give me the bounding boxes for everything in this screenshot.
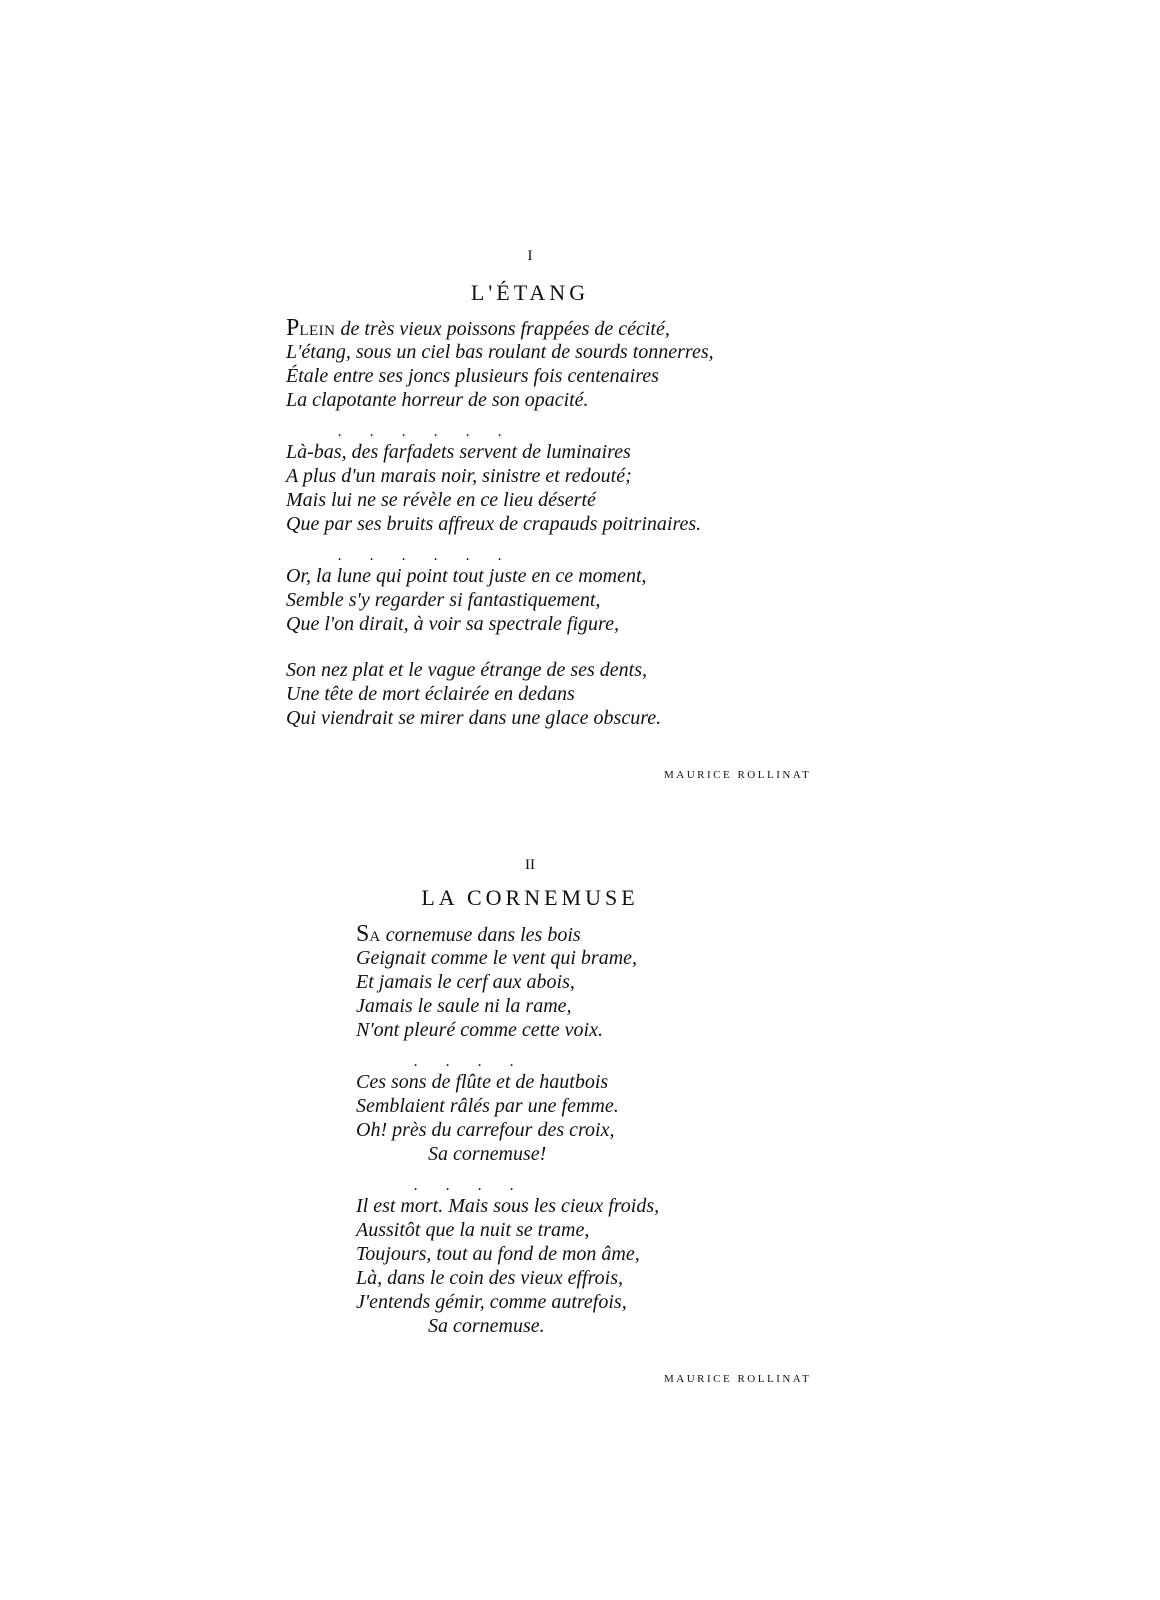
ellipsis-separator: . . . . . . <box>338 547 502 564</box>
line-text: de très vieux poissons frappées de cécité, <box>340 318 670 340</box>
drop-cap: P <box>286 315 300 341</box>
poem-1-stanza-4 <box>286 658 714 730</box>
poem-line: Une tête de mort éclairée en dedans <box>286 683 575 705</box>
poem-line: Étale entre ses joncs plusieurs fois centenaires <box>286 365 659 387</box>
poem-line: Là-bas, des farfadets servent de luminaires <box>286 441 631 463</box>
poem-1-stanza-2 <box>286 440 714 536</box>
poem-line: Son nez plat et le vague étrange de ses dents, <box>286 659 648 681</box>
poem-1-stanza-1 <box>286 316 714 412</box>
poem-line: Que l'on dirait, à voir sa spectrale figure, <box>286 613 619 635</box>
poem-1-stanza-3 <box>286 564 714 636</box>
poem-line: L'étang, sous un ciel bas roulant de sourds tonnerres, <box>286 341 714 363</box>
ellipsis-separator: . . . . <box>414 1177 514 1194</box>
poem-2-stanza-1 <box>356 922 659 1042</box>
poem-line: Ces sons de flûte et de hautbois <box>356 1071 609 1093</box>
poem-2-author: MAURICE ROLLINAT <box>664 1373 812 1385</box>
poem-line: Or, la lune qui point tout juste en ce moment, <box>286 565 647 587</box>
poem-line: Sa cornemuse. <box>428 1315 545 1337</box>
small-caps: A <box>369 929 381 945</box>
poem-2-first-word <box>356 921 381 947</box>
small-caps: LEIN <box>299 323 336 339</box>
line-text: cornemuse dans les bois <box>385 924 581 946</box>
poem-line: Et jamais le cerf aux abois, <box>356 971 575 993</box>
poem-1-first-word <box>286 315 336 341</box>
poem-2-stanza-3 <box>356 1194 659 1338</box>
poem-line: J'entends gémir, comme autrefois, <box>356 1291 627 1313</box>
poem-line: Jamais le saule ni la rame, <box>356 995 572 1017</box>
poem-2-title: LA CORNEMUSE <box>421 885 639 910</box>
poem-line: N'ont pleuré comme cette voix. <box>356 1019 603 1041</box>
poem-2-numeral: II <box>525 857 535 873</box>
poem-line: Que par ses bruits affreux de crapauds poitrinaires. <box>286 513 702 535</box>
poem-1-author: MAURICE ROLLINAT <box>664 769 812 781</box>
poem-line: Toujours, tout au fond de mon âme, <box>356 1243 640 1265</box>
poem-line: Là, dans le coin des vieux effrois, <box>356 1267 623 1289</box>
poem-line: Mais lui ne se révèle en ce lieu déserté <box>286 489 596 511</box>
poem-line <box>286 316 714 340</box>
ellipsis-separator: . . . . . . <box>338 423 502 440</box>
poem-line: Aussitôt que la nuit se trame, <box>356 1219 590 1241</box>
poem-line: Il est mort. Mais sous les cieux froids, <box>356 1195 660 1217</box>
poem-line: La clapotante horreur de son opacité. <box>286 389 589 411</box>
poem-line: Oh! près du carrefour des croix, <box>356 1119 615 1141</box>
poem-line: Semble s'y regarder si fantastiquement, <box>286 589 601 611</box>
drop-cap: S <box>356 921 370 947</box>
poem-line: Sa cornemuse! <box>428 1143 547 1165</box>
poem-line: A plus d'un marais noir, sinistre et redouté; <box>286 465 632 487</box>
poem-1-title: L'ÉTANG <box>470 280 590 305</box>
poem-2-body <box>356 922 659 1360</box>
poem-1-body <box>286 316 714 752</box>
poem-line <box>356 922 659 946</box>
poem-line: Qui viendrait se mirer dans une glace obscure. <box>286 707 662 729</box>
poem-1-numeral: I <box>527 248 533 264</box>
poem-2-stanza-2 <box>356 1070 659 1166</box>
ellipsis-separator: . . . . <box>414 1053 514 1070</box>
poem-line: Semblaient râlés par une femme. <box>356 1095 619 1117</box>
poem-line: Geignait comme le vent qui brame, <box>356 947 638 969</box>
